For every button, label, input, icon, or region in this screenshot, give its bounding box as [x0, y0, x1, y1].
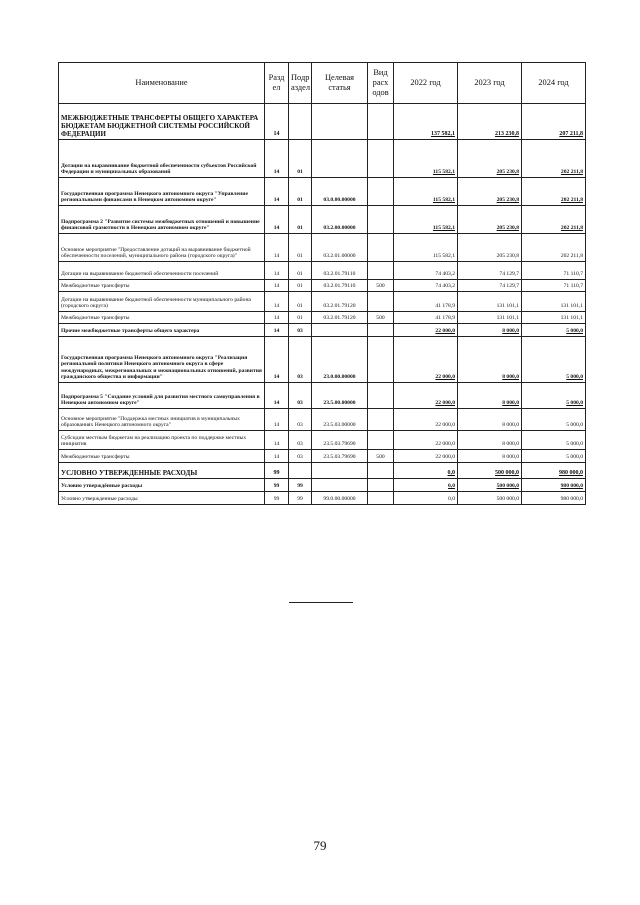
cell-y2023: 8 000,0	[458, 409, 522, 431]
cell-section: 14	[265, 383, 289, 409]
cell-name: Межбюджетные трансферты	[59, 312, 265, 324]
cell-target: 03.0.00.00000	[312, 178, 368, 206]
cell-section: 14	[265, 337, 289, 383]
cell-section: 14	[265, 292, 289, 312]
cell-y2022: 22 000,0	[394, 324, 458, 337]
cell-subsection: 01	[289, 292, 312, 312]
table-row	[59, 492, 586, 505]
cell-y2024: 202 211,8	[522, 206, 586, 234]
cell-subsection: 01	[289, 206, 312, 234]
cell-name: Условно утверждённые расходы	[59, 479, 265, 492]
table-row	[59, 463, 586, 479]
cell-type	[368, 463, 394, 479]
cell-subsection	[289, 463, 312, 479]
cell-y2022: 0,0	[394, 463, 458, 479]
cell-target: 03.2.01.79120	[312, 292, 368, 312]
cell-subsection: 03	[289, 383, 312, 409]
cell-type	[368, 479, 394, 492]
header-expense-type: Вид расх одов	[368, 63, 394, 104]
cell-subsection: 01	[289, 178, 312, 206]
cell-y2024: 207 211,8	[522, 104, 586, 140]
cell-section: 14	[265, 312, 289, 324]
cell-name: Межбюджетные трансферты	[59, 450, 265, 463]
cell-y2023: 8 000,0	[458, 450, 522, 463]
cell-target: 03.2.01.00000	[312, 234, 368, 262]
cell-y2024: 71 110,7	[522, 280, 586, 292]
cell-section: 14	[265, 324, 289, 337]
cell-type	[368, 234, 394, 262]
cell-y2024: 5 000,0	[522, 431, 586, 450]
cell-subsection: 03	[289, 450, 312, 463]
table-row	[59, 479, 586, 492]
cell-name: Государственная программа Ненецкого автономного округа "Управление региональными финансами в Ненецком автономном округе"	[59, 178, 265, 206]
cell-y2023: 500 000,0	[458, 463, 522, 479]
cell-y2024: 5 000,0	[522, 337, 586, 383]
cell-name: Дотации на выравнивание бюджетной обеспеченности муниципального района (городского округа)	[59, 292, 265, 312]
header-2024: 2024 год	[522, 63, 586, 104]
cell-y2022: 115 582,1	[394, 206, 458, 234]
cell-type: 500	[368, 312, 394, 324]
table-row	[59, 206, 586, 234]
cell-type	[368, 324, 394, 337]
cell-y2023: 131 101,1	[458, 292, 522, 312]
cell-name: Основное мероприятие "Поддержка местных инициатив в муниципальных образованиях Ненецкого автономного округа"	[59, 409, 265, 431]
cell-subsection: 03	[289, 324, 312, 337]
cell-y2022: 41 178,9	[394, 312, 458, 324]
cell-y2023: 74 129,7	[458, 280, 522, 292]
cell-y2022: 22 000,0	[394, 383, 458, 409]
cell-y2022: 0,0	[394, 479, 458, 492]
cell-subsection: 03	[289, 431, 312, 450]
cell-target: 23.0.00.00000	[312, 337, 368, 383]
cell-y2024: 131 101,1	[522, 312, 586, 324]
cell-type	[368, 383, 394, 409]
table-row	[59, 312, 586, 324]
cell-type: 500	[368, 280, 394, 292]
cell-y2023: 500 000,0	[458, 479, 522, 492]
cell-section: 14	[265, 409, 289, 431]
cell-y2022: 115 582,1	[394, 140, 458, 178]
cell-type	[368, 337, 394, 383]
cell-name: Подпрограмма 5 "Создание условий для развития местного самоуправления в Ненецком автономном округе"	[59, 383, 265, 409]
header-name: Наименование	[59, 63, 265, 104]
cell-type	[368, 292, 394, 312]
cell-y2024: 980 000,0	[522, 492, 586, 505]
cell-target: 23.5.00.00000	[312, 383, 368, 409]
cell-y2024: 202 211,8	[522, 234, 586, 262]
table-body	[59, 104, 586, 505]
table-row	[59, 104, 586, 140]
cell-target	[312, 324, 368, 337]
cell-y2024: 202 211,8	[522, 178, 586, 206]
cell-name: УСЛОВНО УТВЕРЖДЕННЫЕ РАСХОДЫ	[59, 463, 265, 479]
cell-section: 14	[265, 280, 289, 292]
cell-subsection	[289, 104, 312, 140]
cell-y2022: 115 582,1	[394, 178, 458, 206]
table-row	[59, 450, 586, 463]
table-row	[59, 409, 586, 431]
cell-subsection: 01	[289, 234, 312, 262]
cell-name: Межбюджетные трансферты	[59, 280, 265, 292]
cell-type	[368, 206, 394, 234]
cell-y2022: 74 403,2	[394, 280, 458, 292]
cell-type	[368, 104, 394, 140]
cell-y2023: 205 230,8	[458, 140, 522, 178]
cell-target	[312, 463, 368, 479]
cell-subsection: 01	[289, 312, 312, 324]
cell-name: Государственная программа Ненецкого автономного округа "Реализация региональной политики Ненецкого автономного округа в сфере международных, межрегиональных и межнациональных отношений, развития гражданского общества и информации"	[59, 337, 265, 383]
cell-y2023: 8 000,0	[458, 431, 522, 450]
cell-name: Подпрограмма 2 "Развитие системы межбюджетных отношений и повышение финансовой грамотности в Ненецком автономном округе"	[59, 206, 265, 234]
cell-section: 14	[265, 140, 289, 178]
cell-name: Дотации на выравнивание бюджетной обеспеченности субъектов Российской Федерации и муниципальных образований	[59, 140, 265, 178]
cell-type	[368, 431, 394, 450]
cell-target	[312, 479, 368, 492]
cell-type	[368, 492, 394, 505]
table-row	[59, 262, 586, 280]
cell-subsection: 99	[289, 479, 312, 492]
cell-y2023: 213 230,8	[458, 104, 522, 140]
table-row	[59, 234, 586, 262]
cell-type	[368, 262, 394, 280]
header-section: Разд ел	[265, 63, 289, 104]
cell-y2023: 500 000,0	[458, 492, 522, 505]
cell-y2024: 131 101,1	[522, 292, 586, 312]
cell-y2022: 22 000,0	[394, 450, 458, 463]
cell-y2024: 980 000,0	[522, 479, 586, 492]
header-2022: 2022 год	[394, 63, 458, 104]
cell-section: 14	[265, 234, 289, 262]
cell-target: 23.5.03.00000	[312, 409, 368, 431]
table-row	[59, 431, 586, 450]
cell-y2024: 980 000,0	[522, 463, 586, 479]
cell-target: 03.2.01.79110	[312, 262, 368, 280]
cell-subsection: 01	[289, 140, 312, 178]
table-row	[59, 383, 586, 409]
table-row	[59, 292, 586, 312]
cell-section: 14	[265, 178, 289, 206]
page-number: 79	[313, 838, 327, 853]
cell-section: 99	[265, 479, 289, 492]
cell-y2022: 41 178,9	[394, 292, 458, 312]
table-row	[59, 140, 586, 178]
cell-y2022: 22 000,0	[394, 431, 458, 450]
cell-y2023: 8 000,0	[458, 324, 522, 337]
cell-subsection: 01	[289, 280, 312, 292]
cell-y2024: 5 000,0	[522, 409, 586, 431]
cell-section: 14	[265, 262, 289, 280]
cell-y2024: 5 000,0	[522, 324, 586, 337]
cell-type: 500	[368, 450, 394, 463]
cell-subsection: 99	[289, 492, 312, 505]
cell-type	[368, 178, 394, 206]
cell-y2023: 205 230,8	[458, 178, 522, 206]
cell-section: 14	[265, 104, 289, 140]
cell-subsection: 03	[289, 337, 312, 383]
cell-target: 03.2.01.79120	[312, 312, 368, 324]
cell-target: 99.0.00.00000	[312, 492, 368, 505]
header-2023: 2023 год	[458, 63, 522, 104]
cell-name: Прочие межбюджетные трансферты общего характера	[59, 324, 265, 337]
cell-section: 99	[265, 492, 289, 505]
cell-y2023: 131 101,1	[458, 312, 522, 324]
cell-subsection: 03	[289, 409, 312, 431]
cell-target: 03.2.01.79110	[312, 280, 368, 292]
cell-y2022: 22 000,0	[394, 337, 458, 383]
cell-y2022: 22 000,0	[394, 409, 458, 431]
closing-rule	[289, 602, 353, 603]
cell-type	[368, 140, 394, 178]
cell-target: 03.2.00.00000	[312, 206, 368, 234]
cell-y2022: 74 403,2	[394, 262, 458, 280]
cell-y2022: 137 582,1	[394, 104, 458, 140]
cell-y2023: 205 230,8	[458, 206, 522, 234]
cell-y2024: 202 211,8	[522, 140, 586, 178]
cell-name: Условно утвержденные расходы	[59, 492, 265, 505]
cell-y2022: 115 582,1	[394, 234, 458, 262]
cell-name: Субсидии местным бюджетам на реализацию проекта по поддержке местных инициатив	[59, 431, 265, 450]
cell-name: МЕЖБЮДЖЕТНЫЕ ТРАНСФЕРТЫ ОБЩЕГО ХАРАКТЕРА БЮДЖЕТАМ БЮДЖЕТНОЙ СИСТЕМЫ РОССИЙСКОЙ ФЕДЕРАЦИИ	[59, 104, 265, 140]
table-row	[59, 337, 586, 383]
cell-y2023: 8 000,0	[458, 337, 522, 383]
cell-target	[312, 140, 368, 178]
table-row	[59, 324, 586, 337]
cell-y2024: 5 000,0	[522, 450, 586, 463]
cell-target	[312, 104, 368, 140]
cell-target: 23.5.03.79690	[312, 450, 368, 463]
table-row	[59, 280, 586, 292]
cell-section: 14	[265, 431, 289, 450]
budget-table	[58, 62, 586, 505]
header-subsection: Подр аздел	[289, 63, 312, 104]
cell-y2023: 74 129,7	[458, 262, 522, 280]
header-target: Целевая статья	[312, 63, 368, 104]
table-row	[59, 178, 586, 206]
cell-name: Дотации на выравнивание бюджетной обеспеченности поселений	[59, 262, 265, 280]
cell-section: 14	[265, 450, 289, 463]
cell-type	[368, 409, 394, 431]
cell-name: Основное мероприятие "Предоставление дотаций на выравнивание бюджетной обеспеченности поселений, муниципального района (городского округа)"	[59, 234, 265, 262]
cell-y2024: 71 110,7	[522, 262, 586, 280]
cell-target: 23.5.03.79690	[312, 431, 368, 450]
cell-y2024: 5 000,0	[522, 383, 586, 409]
cell-y2023: 205 230,8	[458, 234, 522, 262]
cell-subsection: 01	[289, 262, 312, 280]
table-header-row	[59, 63, 586, 104]
cell-section: 14	[265, 206, 289, 234]
cell-section: 99	[265, 463, 289, 479]
cell-y2022: 0,0	[394, 492, 458, 505]
cell-y2023: 8 000,0	[458, 383, 522, 409]
